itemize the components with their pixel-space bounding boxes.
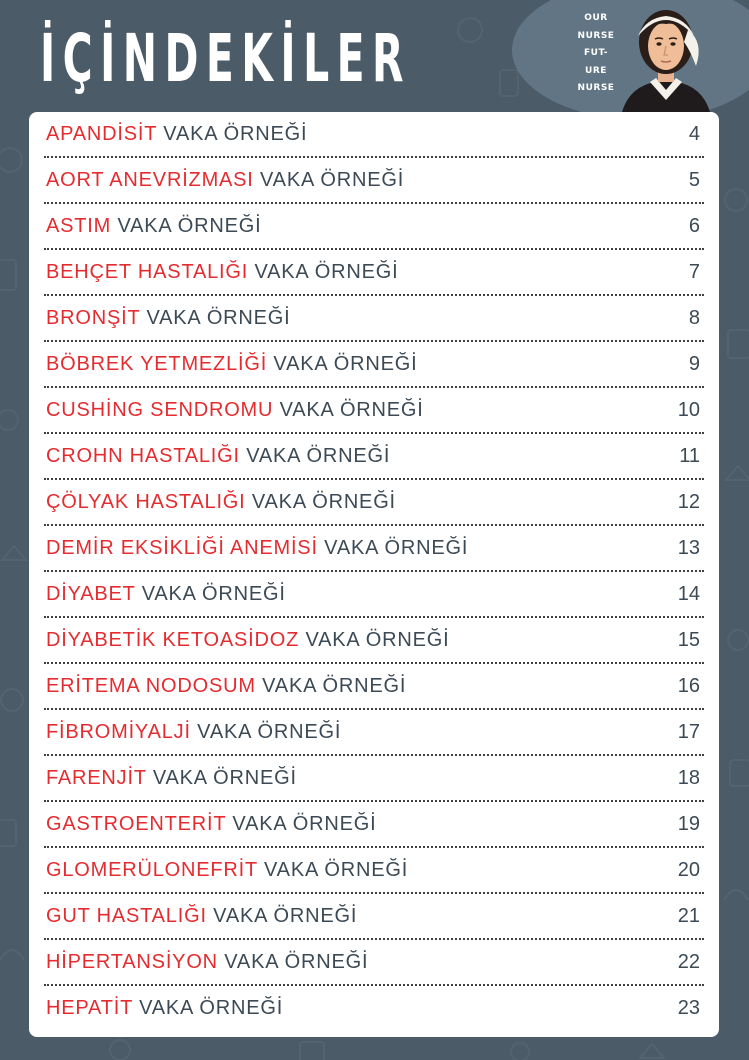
toc-suffix: VAKA ÖRNEĞİ [262, 675, 407, 697]
toc-row[interactable] [44, 756, 704, 802]
toc-row[interactable] [44, 204, 704, 250]
toc-page-number: 16 [677, 675, 700, 697]
toc-row[interactable] [44, 802, 704, 848]
toc-topic: CUSHİNG SENDROMU [46, 399, 274, 421]
toc-entry [46, 445, 390, 468]
toc-row[interactable] [44, 848, 704, 894]
toc-entry [46, 859, 408, 882]
toc-suffix: VAKA ÖRNEĞİ [224, 951, 369, 973]
toc-row[interactable] [44, 618, 704, 664]
toc-topic: CROHN HASTALIĞI [46, 445, 240, 467]
toc-topic: HİPERTANSİYON [46, 951, 218, 973]
toc-suffix: VAKA ÖRNEĞİ [163, 123, 308, 145]
toc-topic: BEHÇET HASTALIĞI [46, 261, 249, 283]
toc-row[interactable] [44, 710, 704, 756]
toc-entry [46, 629, 449, 652]
toc-suffix: VAKA ÖRNEĞİ [254, 261, 399, 283]
toc-suffix: VAKA ÖRNEĞİ [197, 721, 342, 743]
toc-entry [46, 123, 307, 146]
toc-entry [46, 675, 406, 698]
toc-entry [46, 491, 396, 514]
toc-row[interactable] [44, 296, 704, 342]
toc-topic: DİYABETİK KETOASİDOZ [46, 629, 300, 651]
table-of-contents [29, 112, 719, 1037]
toc-row[interactable] [44, 984, 704, 1030]
toc-row[interactable] [44, 112, 704, 158]
badge-line: NURSE [577, 30, 615, 41]
toc-entry [46, 169, 404, 192]
toc-suffix: VAKA ÖRNEĞİ [264, 859, 409, 881]
toc-topic: FİBROMİYALJİ [46, 721, 191, 743]
toc-suffix: VAKA ÖRNEĞİ [260, 169, 405, 191]
toc-suffix: VAKA ÖRNEĞİ [213, 905, 358, 927]
toc-topic: GASTROENTERİT [46, 813, 227, 835]
badge-line: FUT- [583, 48, 608, 58]
toc-page-number: 21 [677, 905, 700, 927]
toc-suffix: VAKA ÖRNEĞİ [146, 307, 291, 329]
toc-entry [46, 307, 291, 330]
toc-page-number: 6 [688, 215, 700, 237]
toc-entry [46, 215, 262, 238]
toc-topic: ASTIM [46, 215, 112, 237]
toc-suffix: VAKA ÖRNEĞİ [279, 399, 424, 421]
toc-entry [46, 537, 468, 560]
toc-page-number: 14 [677, 583, 700, 605]
toc-entry [46, 813, 376, 836]
toc-entry [46, 905, 357, 928]
toc-page-number: 12 [677, 491, 700, 513]
toc-page-number: 11 [679, 445, 700, 467]
toc-row[interactable] [44, 158, 704, 204]
toc-page-number: 20 [677, 859, 700, 881]
toc-topic: ERİTEMA NODOSUM [46, 675, 256, 697]
toc-page-number: 4 [688, 123, 700, 145]
badge-line: OUR [584, 13, 608, 23]
toc-row[interactable] [44, 526, 704, 572]
toc-entry [46, 951, 368, 974]
toc-topic: GLOMERÜLONEFRİT [46, 859, 258, 881]
toc-topic: ÇÖLYAK HASTALIĞI [46, 491, 246, 513]
badge-text [571, 10, 621, 98]
toc-suffix: VAKA ÖRNEĞİ [141, 583, 286, 605]
toc-row[interactable] [44, 572, 704, 618]
toc-row[interactable] [44, 480, 704, 526]
toc-topic: GUT HASTALIĞI [46, 905, 207, 927]
toc-page-number: 15 [677, 629, 700, 651]
toc-entry [46, 997, 283, 1020]
toc-entry [46, 583, 286, 606]
toc-suffix: VAKA ÖRNEĞİ [324, 537, 469, 559]
toc-entry [46, 399, 424, 422]
badge-line: URE [585, 65, 607, 76]
toc-page-number: 17 [677, 721, 700, 743]
badge-line: NURSE [577, 83, 615, 93]
toc-page-number: 8 [688, 307, 700, 329]
toc-topic: FARENJİT [46, 767, 147, 789]
toc-topic: HEPATİT [46, 997, 133, 1019]
toc-suffix: VAKA ÖRNEĞİ [152, 767, 297, 789]
toc-page-number: 5 [688, 169, 700, 191]
toc-topic: DİYABET [46, 583, 136, 605]
toc-suffix: VAKA ÖRNEĞİ [305, 629, 450, 651]
toc-topic: BÖBREK YETMEZLİĞİ [46, 353, 268, 375]
toc-topic: APANDİSİT [46, 123, 157, 145]
toc-topic: DEMİR EKSİKLİĞİ ANEMİSİ [46, 537, 318, 559]
toc-row[interactable] [44, 940, 704, 986]
toc-suffix: VAKA ÖRNEĞİ [232, 813, 377, 835]
toc-row[interactable] [44, 434, 704, 480]
page-title: İÇİNDEKİLER [40, 20, 411, 97]
toc-topic: AORT ANEVRİZMASI [46, 169, 254, 191]
toc-entry [46, 721, 341, 744]
toc-row[interactable] [44, 388, 704, 434]
toc-entry [46, 261, 399, 284]
toc-suffix: VAKA ÖRNEĞİ [273, 353, 418, 375]
toc-page-number: 7 [688, 261, 700, 283]
toc-row[interactable] [44, 664, 704, 710]
toc-page-number: 23 [677, 997, 700, 1019]
toc-suffix: VAKA ÖRNEĞİ [251, 491, 396, 513]
toc-suffix: VAKA ÖRNEĞİ [246, 445, 391, 467]
toc-suffix: VAKA ÖRNEĞİ [117, 215, 262, 237]
toc-page-number: 18 [677, 767, 700, 789]
nurse-portrait-illustration [616, 2, 714, 112]
toc-page-number: 19 [677, 813, 700, 835]
toc-page-number: 10 [677, 399, 700, 421]
toc-row[interactable] [44, 342, 704, 388]
toc-entry [46, 767, 297, 790]
toc-topic: BRONŞİT [46, 307, 141, 329]
toc-page-number: 13 [677, 537, 700, 559]
toc-suffix: VAKA ÖRNEĞİ [139, 997, 284, 1019]
toc-entry [46, 353, 417, 376]
toc-row[interactable] [44, 894, 704, 940]
toc-page-number: 9 [688, 353, 700, 375]
toc-page-number: 22 [677, 951, 700, 973]
toc-row[interactable] [44, 250, 704, 296]
